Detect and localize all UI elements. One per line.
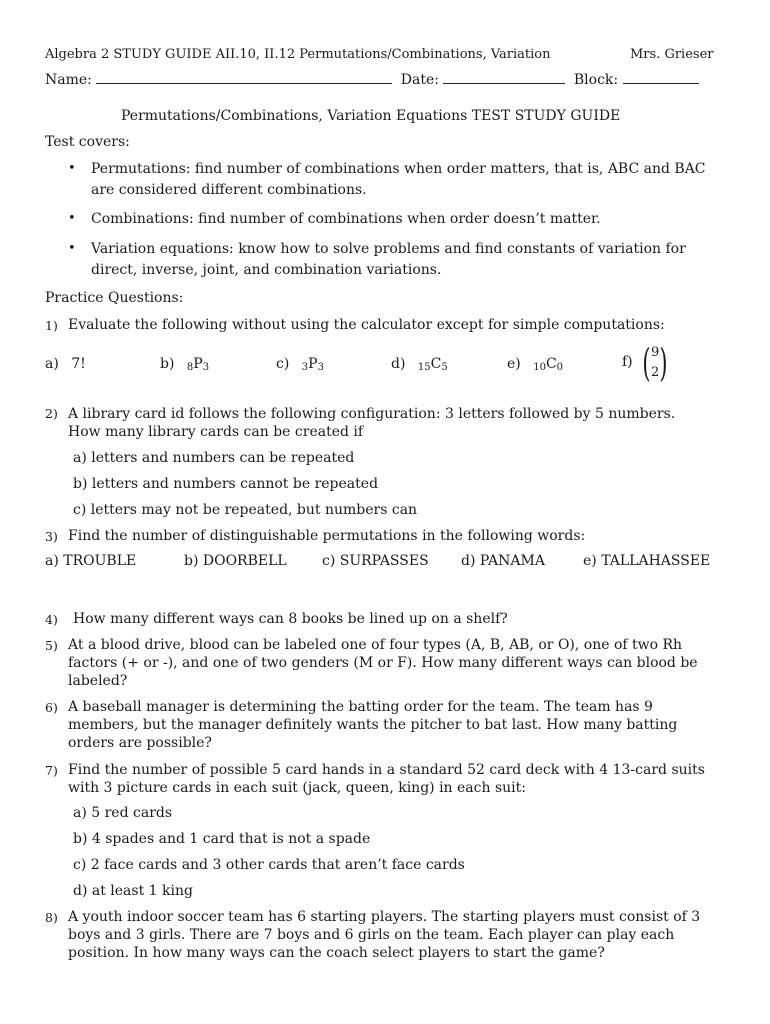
bullet-icon: •	[68, 161, 76, 176]
part-label: a)	[45, 356, 59, 372]
part-label: e)	[507, 356, 521, 372]
cover-item: Variation equations: know how to solve problems and find constants of variation for direct, inverse, joint, and combination variations.	[91, 241, 686, 278]
question-2-text: A library card id follows the following configuration: 3 letters followed by 5 numbers. How many library cards can be created if	[68, 406, 676, 440]
operator-symbol: C	[430, 356, 442, 372]
part-e	[507, 356, 563, 373]
part-d	[391, 356, 448, 373]
question-number: 8)	[45, 910, 58, 925]
date-blank	[443, 71, 565, 84]
question-2-sub: a) letters and numbers can be repeated	[73, 450, 355, 466]
question-number: 3)	[45, 529, 58, 544]
question-1-text: Evaluate the following without using the calculator except for simple computations:	[68, 317, 665, 333]
part-label: c)	[276, 356, 290, 372]
question-5-text: At a blood drive, blood can be labeled one of four types (A, B, AB, or O), one of two Rh factors (+ or -), and one of two genders (M or F). How many different ways can blood be labeled?	[68, 637, 698, 689]
part-expression	[418, 356, 448, 372]
part-expression: 7!	[71, 356, 86, 372]
part-f	[622, 343, 671, 383]
question-7-sub: c) 2 face cards and 3 other cards that aren’t face cards	[73, 857, 465, 873]
name-blank	[96, 71, 392, 84]
bullet-icon: •	[68, 211, 76, 226]
prefix-sub: 3	[301, 362, 309, 373]
question-number: 1)	[45, 318, 58, 333]
question-6-text: A baseball manager is determining the batting order for the team. The team has 9 members, but the manager definitely wants the pitcher to bat last. How many batting orders are possible?	[68, 699, 678, 751]
part-label: b)	[160, 356, 175, 372]
question-number: 4)	[45, 612, 58, 627]
postfix-sub: 0	[556, 362, 564, 373]
cover-item: Permutations: find number of combinations when order matters, that is, ABC and BAC are considered different combinations.	[91, 161, 706, 198]
postfix-sub: 5	[441, 362, 448, 373]
operator-symbol: C	[545, 356, 557, 372]
block-label: Block:	[573, 72, 619, 88]
part-label: f)	[622, 354, 633, 370]
question-number: 6)	[45, 700, 58, 715]
question-2-sub: c) letters may not be repeated, but numbers can	[73, 502, 418, 518]
binomial-bottom: 2	[650, 365, 660, 380]
operator-symbol: P	[308, 356, 318, 372]
question-7-sub: b) 4 spades and 1 card that is not a spade	[73, 831, 371, 847]
operator-symbol: P	[193, 356, 203, 372]
bullet-icon: •	[68, 241, 76, 256]
prefix-sub: 15	[417, 362, 431, 373]
question-7-sub: a) 5 red cards	[73, 805, 173, 821]
word-item: c) SURPASSES	[322, 553, 429, 569]
binomial-stack	[651, 343, 659, 383]
part-expression	[533, 356, 563, 372]
prefix-sub: 10	[533, 362, 546, 373]
question-3-text: Find the number of distinguishable permutations in the following words:	[68, 528, 586, 544]
test-covers-label: Test covers:	[45, 134, 130, 150]
right-paren-icon: )	[659, 341, 668, 385]
part-a	[45, 356, 86, 372]
cover-item: Combinations: find number of combinations when order doesn’t matter.	[91, 211, 601, 227]
practice-label: Practice Questions:	[45, 290, 184, 306]
page-title: Permutations/Combinations, Variation Equations TEST STUDY GUIDE	[121, 108, 621, 124]
name-label: Name:	[45, 72, 92, 88]
question-7-text: Find the number of possible 5 card hands in a standard 52 card deck with 4 13-card suits with 3 picture cards in each suit (jack, queen, king) in each suit:	[68, 762, 705, 796]
question-2-sub: b) letters and numbers cannot be repeated	[73, 476, 379, 492]
part-label: d)	[391, 356, 406, 372]
question-7-sub: d) at least 1 king	[73, 883, 193, 899]
word-item: d) PANAMA	[461, 553, 545, 569]
date-label: Date:	[400, 72, 439, 88]
teacher-name: Mrs. Grieser	[630, 47, 714, 62]
left-paren-icon: (	[642, 341, 651, 385]
block-blank	[623, 71, 699, 84]
part-expression	[302, 356, 324, 372]
part-expression	[187, 356, 209, 372]
question-number: 2)	[45, 406, 58, 421]
prefix-sub: 8	[186, 362, 194, 373]
part-c	[276, 356, 324, 373]
question-8-text: A youth indoor soccer team has 6 starting players. The starting players must consist of 3 boys and 3 girls. There are 7 boys and 6 girls on the team. Each player can play each position. In how many ways can the coach select players to start the game?	[68, 909, 701, 961]
word-item: a) TROUBLE	[45, 553, 137, 569]
word-item: e) TALLAHASSEE	[583, 553, 711, 569]
word-item: b) DOORBELL	[184, 553, 287, 569]
question-4-text: How many different ways can 8 books be lined up on a shelf?	[73, 611, 508, 627]
binomial-top: 9	[650, 345, 660, 360]
question-number: 7)	[45, 763, 58, 778]
name-line	[45, 71, 699, 88]
binomial-expression	[639, 343, 671, 383]
course-header: Algebra 2 STUDY GUIDE AII.10, II.12 Permutations/Combinations, Variation	[45, 47, 551, 62]
postfix-sub: 3	[317, 362, 324, 373]
question-number: 5)	[45, 638, 58, 653]
part-b	[160, 356, 209, 373]
postfix-sub: 3	[202, 362, 210, 373]
